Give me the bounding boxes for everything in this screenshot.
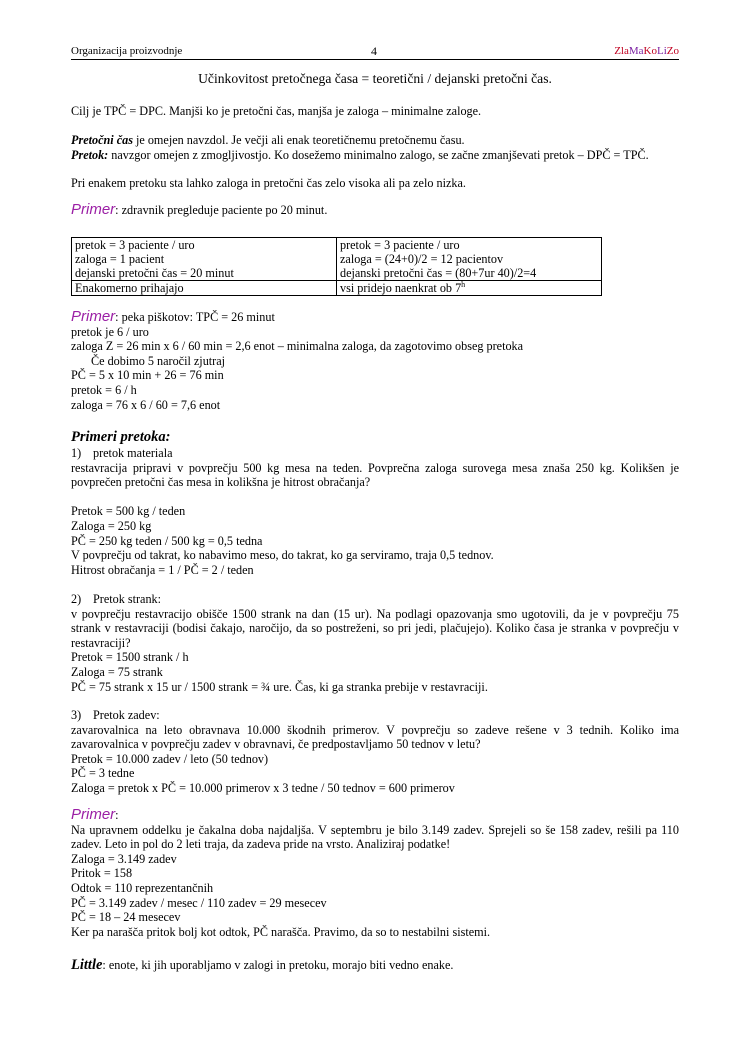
example-label: Primer <box>71 201 116 218</box>
table-cell: Enakomerno prihajajo <box>72 281 337 296</box>
table-row <box>72 238 602 281</box>
table-cell: vsi pridejo naenkrat ob 7$^h$ <box>337 281 602 296</box>
example-admin: Primer: Na upravnem oddelku je čakalna doba najdaljša. V septembru je bilo 3.149 zadev. Sprejeli so še 158 zadev, rešili pa 110 zadev. Leto in pol do 2 leti traja, da zadeva pride na vrsto. Analiziraj podatke! Zaloga = 3.149 zadev Pritok = 158 Odtok = 110 reprezentančnih PČ = 3.149 zadev / mesec / 110 zadev = 29 mesecev PČ = 18 – 24 mesecev Ker pa narašča pritok bolj kot odtok, PČ narašča. Pravimo, da so to nestabilni sistemi. <box>71 806 679 939</box>
example-table <box>71 237 602 296</box>
table-cell: pretok = 3 paciente / uro zaloga = 1 pacient dejanski pretočni čas = 20 minut <box>72 238 337 281</box>
table-row <box>72 281 602 296</box>
header-course: Organizacija proizvodnje <box>71 45 183 57</box>
page-header <box>71 44 679 60</box>
paragraph-equal-flow: Pri enakem pretoku sta lahko zaloga in pretočni čas zelo visoka ali pa zelo nizka. <box>71 176 466 190</box>
header-page-number: 4 <box>371 44 377 58</box>
little-law: Little: enote, ki jih uporabljamo v zalogi in pretoku, morajo biti vedno enake. <box>71 957 454 973</box>
section-claims: 3) Pretok zadev: zavarovalnica na leto obravnava 10.000 škodnih primerov. V povprečju so zadeve rešene v 3 tednih. Koliko ima zavarovalnica v povprečju zadev v obravnavi, če predpostavljamo 50 tednov v letu? Pretok = 10.000 zadev / leto (50 tednov) PČ = 3 tedne Zaloga = pretok x PČ = 10.000 primerov x 3 tedne / 50 tednov = 600 primerov <box>71 708 679 795</box>
paragraph-goal: Cilj je TPČ = DPC. Manjši ko je pretočni čas, manjša je zaloga – minimalne zaloge. <box>71 104 482 118</box>
header-rule <box>71 59 679 60</box>
paragraph-flow-time: Pretočni čas je omejen navzdol. Je večji ali enak teoretičnemu pretočnemu času. Pretok: navzgor omejen z zmogljivostjo. Ko dosežemo minimalno zalogo, se začne zmanjševati pretok – DPČ = TPČ. <box>71 133 649 162</box>
section-customers: 2) Pretok strank: v povprečju restavracijo obišče 1500 strank na dan (15 ur). Na podlagi opazovanja smo ugotovili, da je v povprečju 75 strank v restavraciji (bodisi čakajo, naročijo, da so postreženi, so pri jedi, plačujejo). Koliko časa je stranka v povprečju v restavraciji? Pretok = 1500 strank / h Zaloga = 75 strank PČ = 75 strank x 15 ur / 1500 strank = ¾ ure. Čas, ki ga stranka prebije v restavraciji. <box>71 592 679 694</box>
example-doctor: Primer: zdravnik pregleduje paciente po 20 minut. <box>71 201 328 218</box>
section-heading: Primeri pretoka: <box>71 429 171 445</box>
section-material: 1) pretok materiala restavracija pripravi v povprečju 500 kg mesa na teden. Povprečna zaloga surovega mesa znaša 250 kg. Kolikšen je povprečen pretočni čas mesa in kolikšna je hitrost obračanja? Pretok = 500 kg / teden Zaloga = 250 kg PČ = 250 kg teden / 500 kg = 0,5 tedna V povprečju od takrat, ko nabavimo meso, do takrat, ko ga serviramo, traja 0,5 tednov. Hitrost obračanja = 1 / PČ = 2 / teden <box>71 446 679 577</box>
page-title: Učinkovitost pretočnega časa = teoretični / dejanski pretočni čas. <box>198 71 552 86</box>
header-author: ZlaMaKoLiZo <box>614 45 679 57</box>
table-cell: pretok = 3 paciente / uro zaloga = (24+0)/2 = 12 pacientov dejanski pretočni čas = (80+7ur 40)/2=4 <box>337 238 602 281</box>
example-cookies: Primer: peka piškotov: TPČ = 26 minut pretok je 6 / uro zaloga Z = 26 min x 6 / 60 min = 2,6 enot – minimalna zaloga, da zagotovimo obseg pretoka Če dobimo 5 naročil zjutraj PČ = 5 x 10 min + 26 = 76 min pretok = 6 / h zaloga = 76 x 6 / 60 = 7,6 enot <box>71 308 524 412</box>
